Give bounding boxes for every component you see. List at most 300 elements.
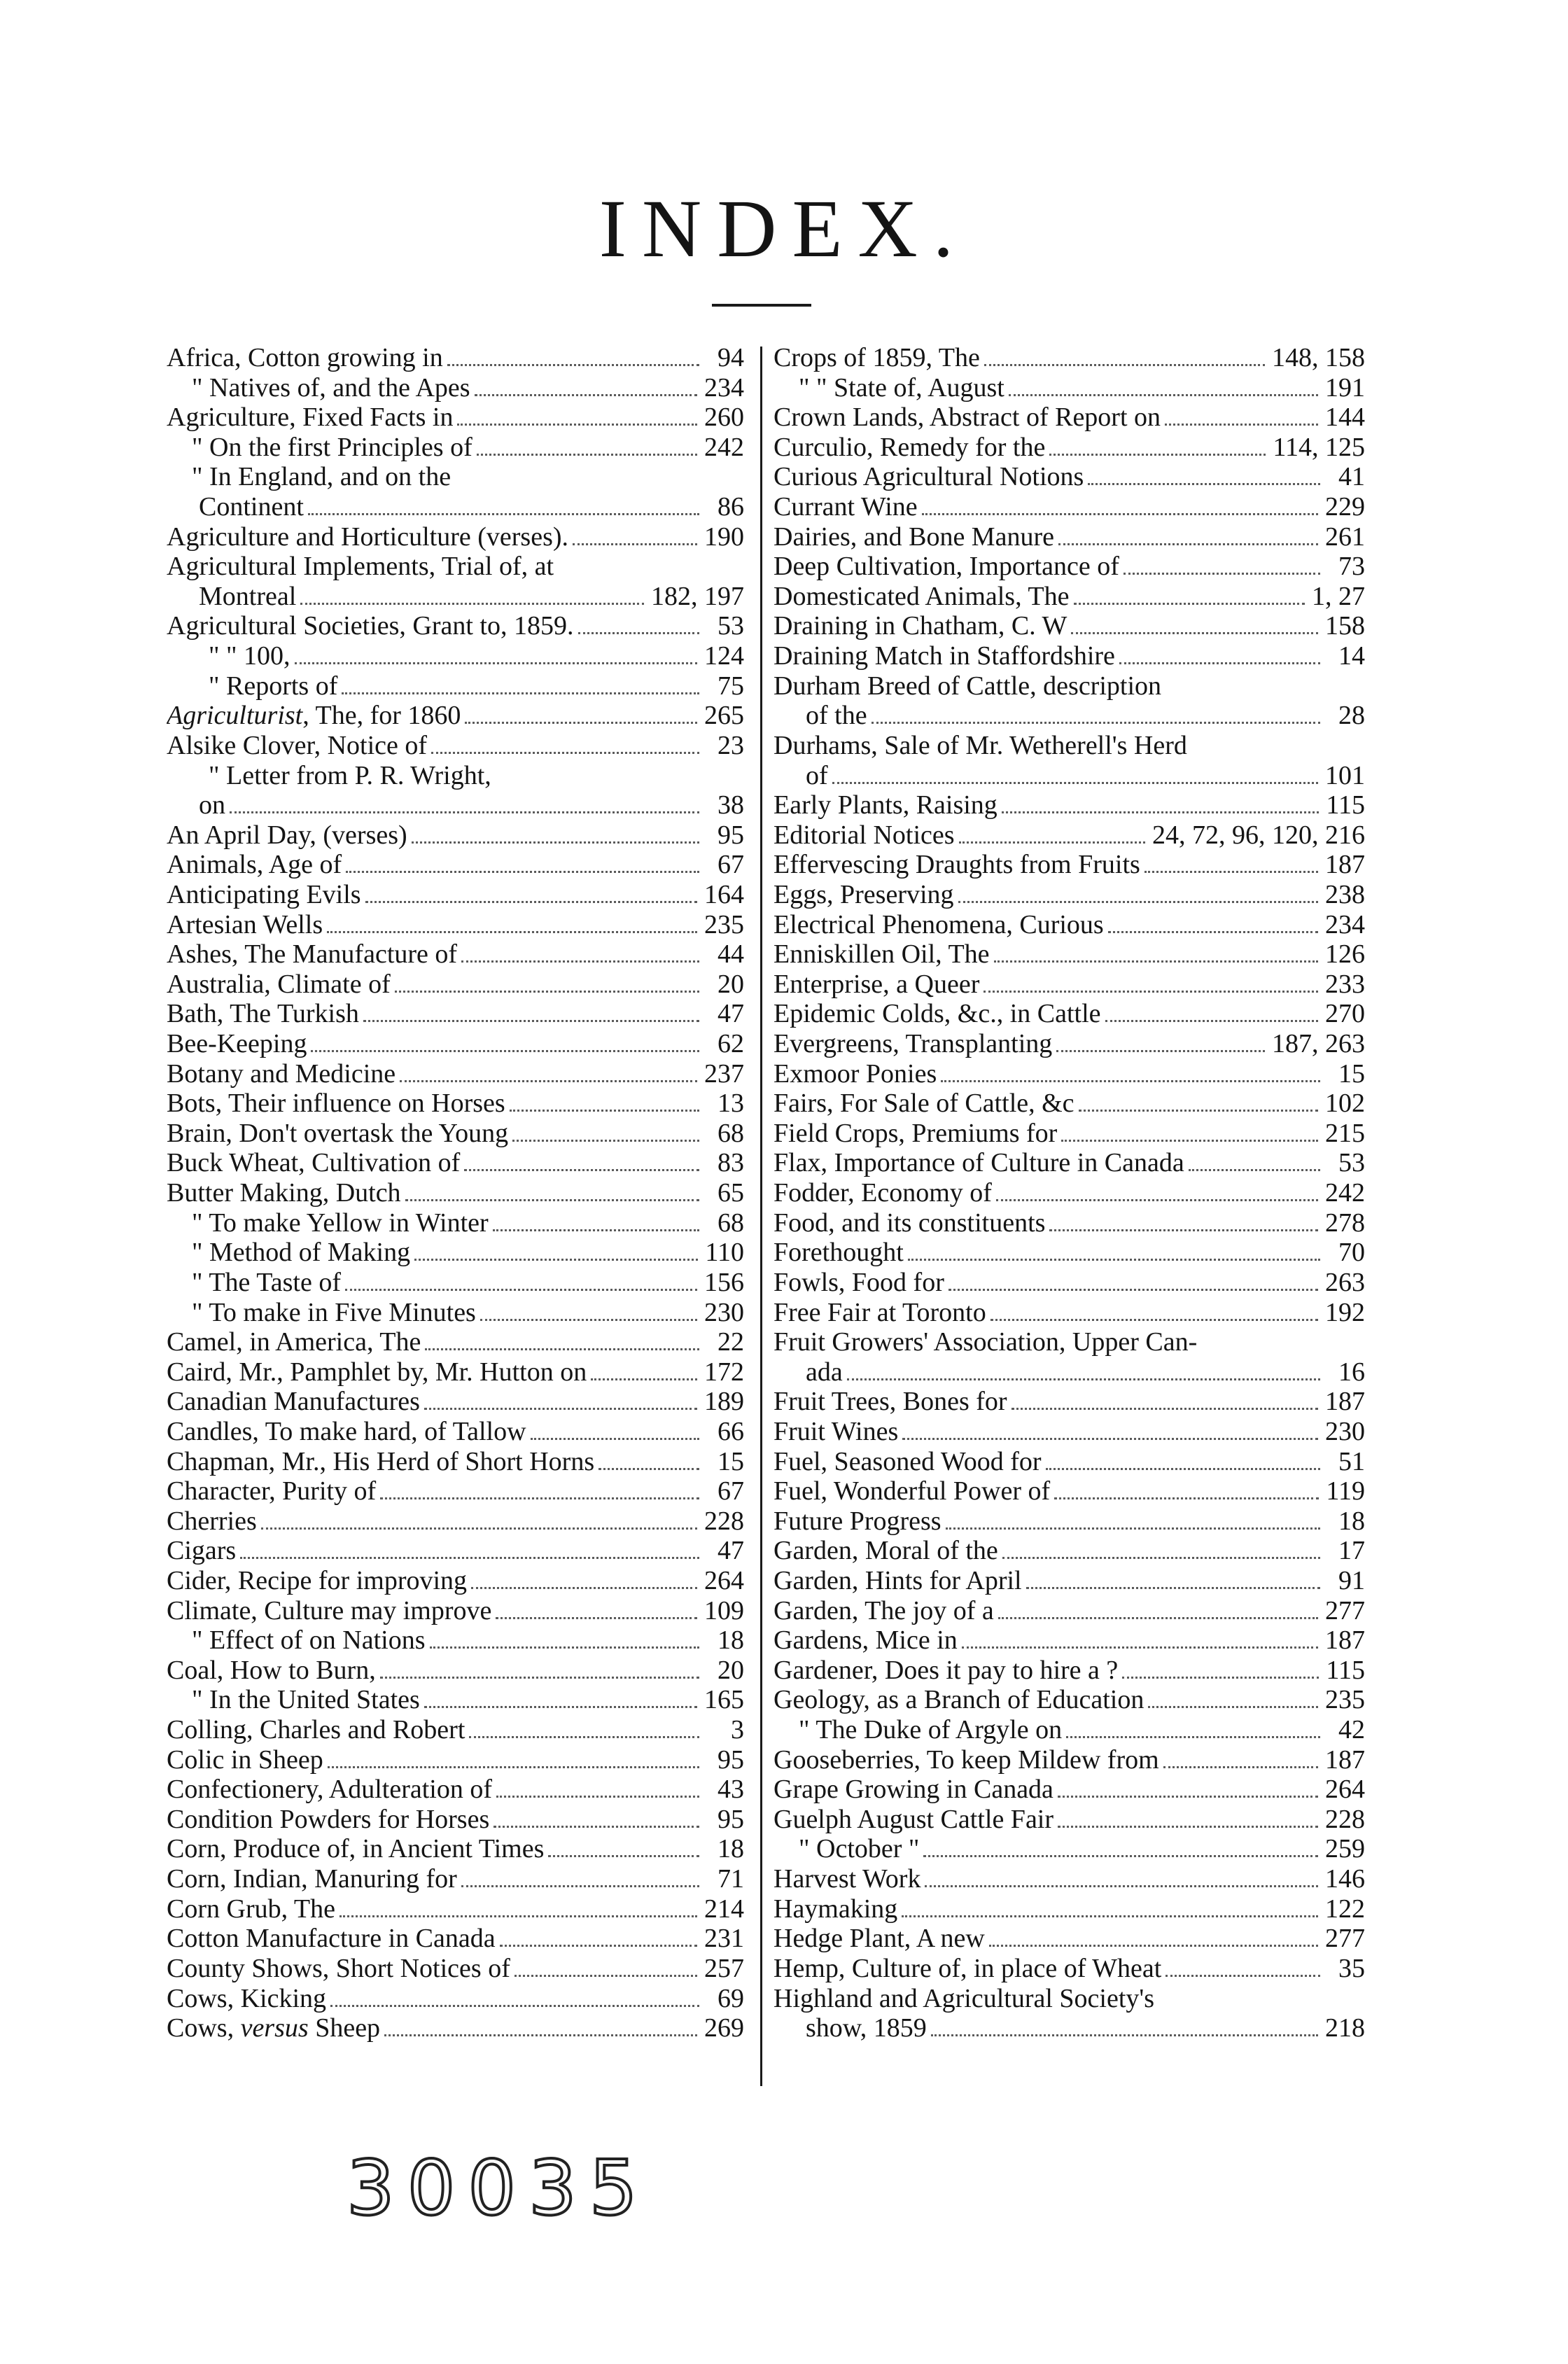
- dot-leader: [471, 1566, 697, 1589]
- dot-leader: [496, 1775, 699, 1798]
- index-entry: [167, 1745, 744, 1775]
- entry-heading: " The Duke of Argyle on: [799, 1715, 1063, 1745]
- entry-heading: Effervescing Draughts from Fruits: [774, 850, 1140, 880]
- page-number: 269: [704, 2013, 744, 2043]
- index-entry: [774, 582, 1365, 612]
- page-number: 242: [1325, 1178, 1365, 1208]
- index-entry: [167, 1656, 744, 1686]
- index-entry: [774, 1387, 1365, 1417]
- page-number: 144: [1325, 403, 1365, 433]
- index-entry: [167, 343, 744, 373]
- dot-leader: [1166, 1954, 1320, 1977]
- dot-leader: [500, 1924, 697, 1947]
- page-number: 277: [1325, 1595, 1365, 1625]
- page-number: 62: [718, 1029, 744, 1059]
- entry-heading: Fruit Growers' Association, Upper Can-: [774, 1327, 1198, 1357]
- dot-leader: [1058, 1775, 1318, 1798]
- index-entry: [167, 1089, 744, 1119]
- page-number: 228: [1325, 1804, 1365, 1834]
- index-entry: [167, 1834, 744, 1864]
- page-number: 115: [1326, 1655, 1365, 1685]
- entry-heading: Anticipating Evils: [167, 879, 361, 909]
- index-entry: [167, 1805, 744, 1835]
- dot-leader: [1049, 1208, 1318, 1231]
- page-number: 182, 197: [651, 581, 744, 611]
- index-entry: [774, 1208, 1365, 1238]
- entry-heading: Crown Lands, Abstract of Report on: [774, 403, 1161, 433]
- entry-heading: Fuel, Wonderful Power of: [774, 1476, 1051, 1506]
- index-entry: [774, 731, 1365, 790]
- dot-leader: [1163, 1745, 1318, 1768]
- dot-leader: [477, 433, 697, 456]
- index-entry: [167, 1506, 744, 1537]
- dot-leader: [983, 970, 1318, 993]
- entry-heading: Canadian Manufactures: [167, 1387, 420, 1417]
- dot-leader: [1058, 1805, 1318, 1828]
- page-number: 23: [718, 730, 744, 760]
- entry-heading: Guelph August Cattle Fair: [774, 1804, 1054, 1834]
- dot-leader: [512, 1119, 699, 1142]
- index-entry: [167, 373, 744, 403]
- entry-heading: Agricultural Societies, Grant to, 1859.: [167, 611, 574, 641]
- index-entry: [774, 820, 1365, 851]
- page-number: 95: [718, 820, 744, 850]
- index-entry: [774, 1954, 1365, 1984]
- dot-leader: [475, 373, 697, 396]
- page-number: 14: [1338, 641, 1365, 671]
- entry-heading: " Letter from P. R. Wright,: [209, 760, 491, 790]
- index-entry: [774, 1715, 1365, 1745]
- page-number: 218: [1325, 2013, 1365, 2043]
- page-number: 16: [1338, 1357, 1365, 1387]
- entry-heading: Fruit Trees, Bones for: [774, 1387, 1007, 1417]
- page-number: 67: [718, 850, 744, 880]
- index-entry: [167, 1059, 744, 1089]
- entry-heading: Hedge Plant, A new: [774, 1924, 985, 1954]
- index-entry: [774, 910, 1365, 940]
- page-number: 24, 72, 96, 120, 216: [1152, 820, 1365, 850]
- dot-leader: [414, 1238, 698, 1261]
- entry-heading: " Method of Making: [192, 1238, 411, 1268]
- entry-heading: Flax, Importance of Culture in Canada: [774, 1148, 1184, 1178]
- entry-heading: " In the United States: [192, 1685, 420, 1715]
- dot-leader: [902, 1894, 1318, 1917]
- entry-heading: Cows, versus Sheep: [167, 2013, 381, 2043]
- dot-leader: [948, 1268, 1318, 1291]
- entry-heading: Colling, Charles and Robert: [167, 1715, 465, 1745]
- dot-leader: [832, 761, 1318, 784]
- page-number: 47: [718, 1536, 744, 1566]
- entry-heading: Field Crops, Premiums for: [774, 1118, 1058, 1148]
- page-number: 156: [704, 1267, 744, 1297]
- index-entry: [774, 1984, 1365, 2043]
- page-number: 28: [1338, 701, 1365, 731]
- dot-leader: [908, 1238, 1320, 1261]
- index-entry: [167, 1715, 744, 1745]
- dot-leader: [1105, 999, 1318, 1022]
- entry-heading: Alsike Clover, Notice of: [167, 730, 428, 760]
- page-number: 83: [718, 1148, 744, 1178]
- page-number: 51: [1338, 1446, 1365, 1476]
- index-entry: [167, 939, 744, 970]
- index-entry: [167, 2013, 744, 2043]
- dot-leader: [578, 611, 700, 634]
- dot-leader: [424, 1387, 697, 1410]
- entry-heading: Cigars: [167, 1536, 237, 1566]
- dot-leader: [330, 1984, 699, 2007]
- index-entry: [774, 1775, 1365, 1805]
- index-entry: [167, 850, 744, 880]
- index-entry: [774, 999, 1365, 1029]
- entry-heading: Dairies, and Bone Manure: [774, 522, 1054, 552]
- index-entry: [167, 1417, 744, 1447]
- dot-leader: [989, 1924, 1318, 1947]
- index-entry: [167, 910, 744, 940]
- index-entry: [774, 1148, 1365, 1178]
- entry-heading: Bee-Keeping: [167, 1029, 307, 1059]
- entry-continuation: on: [199, 790, 225, 820]
- svg-text:30035: 30035: [346, 2146, 650, 2230]
- entry-heading: Electrical Phenomena, Curious: [774, 909, 1104, 939]
- entry-heading: " Natives of, and the Apes: [192, 372, 470, 403]
- entry-heading: Epidemic Colds, &c., in Cattle: [774, 999, 1101, 1029]
- page-number: 237: [704, 1058, 744, 1089]
- entry-continuation: Continent: [199, 492, 304, 522]
- dot-leader: [959, 820, 1145, 844]
- handwritten-note: [340, 2146, 704, 2230]
- entry-heading: Garden, Moral of the: [774, 1536, 998, 1566]
- page-number: 259: [1325, 1834, 1365, 1864]
- index-entry: [167, 462, 744, 522]
- index-entry: [167, 552, 744, 611]
- index-entry: [774, 1685, 1365, 1715]
- dot-leader: [1002, 1536, 1320, 1559]
- entry-heading: Colic in Sheep: [167, 1744, 323, 1775]
- page-number: 1, 27: [1312, 581, 1365, 611]
- entry-heading: Buck Wheat, Cultivation of: [167, 1148, 461, 1178]
- entry-heading: Fowls, Food for: [774, 1267, 944, 1297]
- index-entry: [167, 1148, 744, 1178]
- index-entry: [167, 1864, 744, 1894]
- page-number: 187: [1325, 1744, 1365, 1775]
- index-entry: [167, 1536, 744, 1566]
- index-entry: [167, 1476, 744, 1506]
- dot-leader: [925, 1864, 1318, 1887]
- index-entry: [167, 1208, 744, 1238]
- page-number: 95: [718, 1804, 744, 1834]
- page-number: 22: [718, 1327, 744, 1357]
- dot-leader: [496, 1596, 697, 1619]
- dot-leader: [261, 1506, 697, 1530]
- entry-heading: Corn Grub, The: [167, 1894, 335, 1924]
- dot-leader: [548, 1834, 699, 1857]
- dot-leader: [510, 1089, 699, 1112]
- dot-leader: [531, 1417, 699, 1440]
- entry-heading: Cows, Kicking: [167, 1983, 326, 2013]
- page-number: 20: [718, 1655, 744, 1685]
- page-number: 278: [1325, 1208, 1365, 1238]
- page-number: 265: [704, 701, 744, 731]
- index-entry: [774, 433, 1365, 463]
- dot-leader: [461, 939, 699, 963]
- entry-heading: Crops of 1859, The: [774, 343, 980, 372]
- page-number: 109: [704, 1595, 744, 1625]
- dot-leader: [1009, 373, 1318, 396]
- index-entry: [167, 1625, 744, 1656]
- page-number: 264: [704, 1565, 744, 1595]
- index-entry: [774, 492, 1365, 522]
- dot-leader: [430, 1625, 699, 1649]
- page-number: 66: [718, 1416, 744, 1446]
- index-entry: [167, 433, 744, 463]
- dot-leader: [847, 1357, 1320, 1380]
- index-entry: [774, 671, 1365, 731]
- page-number: 148, 158: [1272, 343, 1365, 372]
- dot-leader: [431, 731, 699, 754]
- page-number: 18: [718, 1625, 744, 1656]
- entry-heading: Butter Making, Dutch: [167, 1178, 401, 1208]
- entry-heading: Cherries: [167, 1506, 257, 1536]
- entry-heading: " October ": [799, 1834, 920, 1864]
- index-entry: [167, 1029, 744, 1059]
- page-number: 68: [718, 1118, 744, 1148]
- dot-leader: [998, 1596, 1318, 1619]
- index-column-right: [774, 343, 1365, 2043]
- title-rule: [712, 304, 811, 307]
- page-number: 101: [1325, 760, 1365, 790]
- page-number: 187: [1325, 1387, 1365, 1417]
- index-entry: [167, 970, 744, 1000]
- dot-leader: [1124, 552, 1320, 575]
- index-entry: [167, 1178, 744, 1208]
- page-number: 86: [718, 492, 744, 522]
- index-entry: [774, 1924, 1365, 1954]
- entry-heading: Curculio, Remedy for the: [774, 432, 1046, 462]
- entry-heading: Africa, Cotton growing in: [167, 343, 443, 372]
- entry-continuation: Montreal: [199, 581, 297, 611]
- page-number: 119: [1326, 1476, 1365, 1506]
- entry-heading: Climate, Culture may improve: [167, 1595, 492, 1625]
- index-entry: [774, 1268, 1365, 1298]
- index-entry: [774, 1119, 1365, 1149]
- entry-heading: " On the first Principles of: [192, 432, 472, 462]
- page-number: 172: [704, 1357, 744, 1387]
- page-number: 146: [1325, 1864, 1365, 1894]
- dot-leader: [902, 1417, 1318, 1440]
- dot-leader: [1049, 433, 1266, 456]
- page-number: 231: [704, 1924, 744, 1954]
- entry-heading: " To make Yellow in Winter: [192, 1208, 489, 1238]
- entry-heading: Future Progress: [774, 1506, 941, 1536]
- dot-leader: [1088, 462, 1320, 485]
- page-number: 158: [1325, 611, 1365, 641]
- page-number: 164: [704, 879, 744, 909]
- dot-leader: [1119, 641, 1320, 664]
- index-entry: [167, 1387, 744, 1417]
- index-entry: [167, 641, 744, 671]
- entry-heading: Garden, Hints for April: [774, 1565, 1022, 1595]
- index-entry: [774, 1178, 1365, 1208]
- dot-leader: [327, 910, 697, 933]
- entry-heading: Haymaking: [774, 1894, 898, 1924]
- index-entry: [167, 1268, 744, 1298]
- index-entry: [774, 1476, 1365, 1506]
- entry-heading: Cider, Recipe for improving: [167, 1565, 468, 1595]
- entry-heading: Fruit Wines: [774, 1416, 899, 1446]
- page-number: 3: [731, 1715, 744, 1745]
- dot-leader: [1144, 850, 1318, 873]
- entry-heading: Forethought: [774, 1238, 904, 1268]
- entry-heading: Fodder, Economy of: [774, 1178, 992, 1208]
- page-number: 102: [1325, 1089, 1365, 1119]
- dot-leader: [1079, 1089, 1318, 1112]
- index-entry: [774, 1805, 1365, 1835]
- page-number: 44: [718, 939, 744, 970]
- page-number: 110: [705, 1238, 744, 1268]
- index-entry: [774, 611, 1365, 641]
- dot-leader: [994, 939, 1318, 963]
- page-number: 233: [1325, 969, 1365, 999]
- entry-heading: Enniskillen Oil, The: [774, 939, 990, 970]
- page-number: 47: [718, 999, 744, 1029]
- index-entry: [774, 880, 1365, 910]
- index-entry: [774, 1536, 1365, 1566]
- index-entry: [774, 970, 1365, 1000]
- page-number: 190: [704, 522, 744, 552]
- dot-leader: [311, 1029, 699, 1052]
- dot-leader: [395, 970, 699, 993]
- dot-leader: [1189, 1148, 1320, 1171]
- dot-leader: [1165, 403, 1318, 426]
- dot-leader: [465, 701, 697, 724]
- page-number: 189: [704, 1387, 744, 1417]
- index-entry: [774, 403, 1365, 433]
- page-number: 42: [1338, 1715, 1365, 1745]
- page-number: 187: [1325, 1625, 1365, 1656]
- dot-leader: [958, 880, 1318, 903]
- dot-leader: [240, 1536, 699, 1559]
- entry-heading: Harvest Work: [774, 1864, 921, 1894]
- page-number: 264: [1325, 1775, 1365, 1805]
- dot-leader: [1046, 1447, 1320, 1470]
- entry-heading: Gardener, Does it pay to hire a ?: [774, 1655, 1119, 1685]
- page-number: 215: [1325, 1118, 1365, 1148]
- page-number: 126: [1325, 939, 1365, 970]
- entry-heading: Character, Purity of: [167, 1476, 377, 1506]
- entry-heading: Enterprise, a Queer: [774, 969, 980, 999]
- entry-continuation: of: [806, 760, 828, 790]
- entry-heading: Domesticated Animals, The: [774, 581, 1070, 611]
- entry-continuation: of the: [806, 701, 867, 731]
- page-number: 15: [718, 1446, 744, 1476]
- entry-heading: " To make in Five Minutes: [192, 1297, 476, 1327]
- page-number: 13: [718, 1089, 744, 1119]
- dot-leader: [412, 820, 699, 844]
- page-number: 263: [1325, 1267, 1365, 1297]
- page-number: 191: [1325, 372, 1365, 403]
- entry-heading: Fairs, For Sale of Cattle, &c: [774, 1089, 1074, 1119]
- index-entry: [167, 1119, 744, 1149]
- dot-leader: [996, 1178, 1318, 1201]
- entry-heading: Exmoor Ponies: [774, 1058, 937, 1089]
- page-number: 43: [718, 1775, 744, 1805]
- dot-leader: [1148, 1685, 1318, 1708]
- dot-leader: [469, 1715, 699, 1738]
- index-entry: [774, 1596, 1365, 1626]
- entry-heading: Corn, Indian, Manuring for: [167, 1864, 457, 1894]
- dot-leader: [342, 671, 699, 694]
- index-entry: [167, 1984, 744, 2014]
- dot-leader: [1054, 1476, 1319, 1499]
- index-entry: [167, 880, 744, 910]
- index-entry: [167, 731, 744, 761]
- index-entry: [774, 1864, 1365, 1894]
- entry-heading: Durham Breed of Cattle, description: [774, 671, 1162, 701]
- index-entry: [167, 1566, 744, 1596]
- dot-leader: [946, 1506, 1320, 1530]
- dot-leader: [464, 1148, 699, 1171]
- index-entry: [774, 1506, 1365, 1537]
- index-entry: [167, 1775, 744, 1805]
- dot-leader: [365, 880, 697, 903]
- entry-heading: Editorial Notices: [774, 820, 955, 850]
- page-number: 95: [718, 1744, 744, 1775]
- entry-heading: Agriculture, Fixed Facts in: [167, 403, 454, 433]
- index-entry: [774, 1417, 1365, 1447]
- dot-leader: [990, 1298, 1318, 1321]
- entry-heading: Early Plants, Raising: [774, 790, 997, 820]
- page-number: 65: [718, 1178, 744, 1208]
- entry-heading: Australia, Climate of: [167, 969, 391, 999]
- page-number: 277: [1325, 1924, 1365, 1954]
- entry-heading: Agriculture and Horticulture (verses).: [167, 522, 569, 552]
- entry-heading: Free Fair at Toronto: [774, 1297, 986, 1327]
- entry-heading: Draining Match in Staffordshire: [774, 641, 1115, 671]
- dot-leader: [573, 522, 697, 545]
- index-entry: [167, 1596, 744, 1626]
- dot-leader: [400, 1059, 697, 1082]
- entry-heading: Botany and Medicine: [167, 1058, 396, 1089]
- page-number: 257: [704, 1953, 744, 1983]
- entry-heading: An April Day, (verses): [167, 820, 407, 850]
- page-number: 53: [718, 611, 744, 641]
- page-number: 230: [704, 1297, 744, 1327]
- dot-leader: [493, 1805, 699, 1828]
- page-number: 69: [718, 1983, 744, 2013]
- index-entry: [167, 999, 744, 1029]
- index-entry: [774, 1566, 1365, 1596]
- entry-heading: Candles, To make hard, of Tallow: [167, 1416, 526, 1446]
- entry-heading: Evergreens, Transplanting: [774, 1029, 1053, 1059]
- index-entry: [167, 611, 744, 641]
- index-entry: [774, 1745, 1365, 1775]
- dot-leader: [1056, 1029, 1265, 1052]
- entry-heading: Draining in Chatham, C. W: [774, 611, 1068, 641]
- page-number: 192: [1325, 1297, 1365, 1327]
- entry-heading: Agricultural Implements, Trial of, at: [167, 552, 554, 582]
- dot-leader: [328, 1745, 699, 1768]
- index-entry: [774, 1447, 1365, 1477]
- page-number: 38: [718, 790, 744, 820]
- index-entry: [167, 701, 744, 731]
- entry-heading: County Shows, Short Notices of: [167, 1953, 510, 1983]
- entry-heading: Coal, How to Burn,: [167, 1655, 376, 1685]
- entry-heading: Ashes, The Manufacture of: [167, 939, 458, 970]
- page-number: 122: [1325, 1894, 1365, 1924]
- page-number: 68: [718, 1208, 744, 1238]
- entry-heading: " " State of, August: [799, 372, 1004, 403]
- page-number: 73: [1338, 552, 1365, 582]
